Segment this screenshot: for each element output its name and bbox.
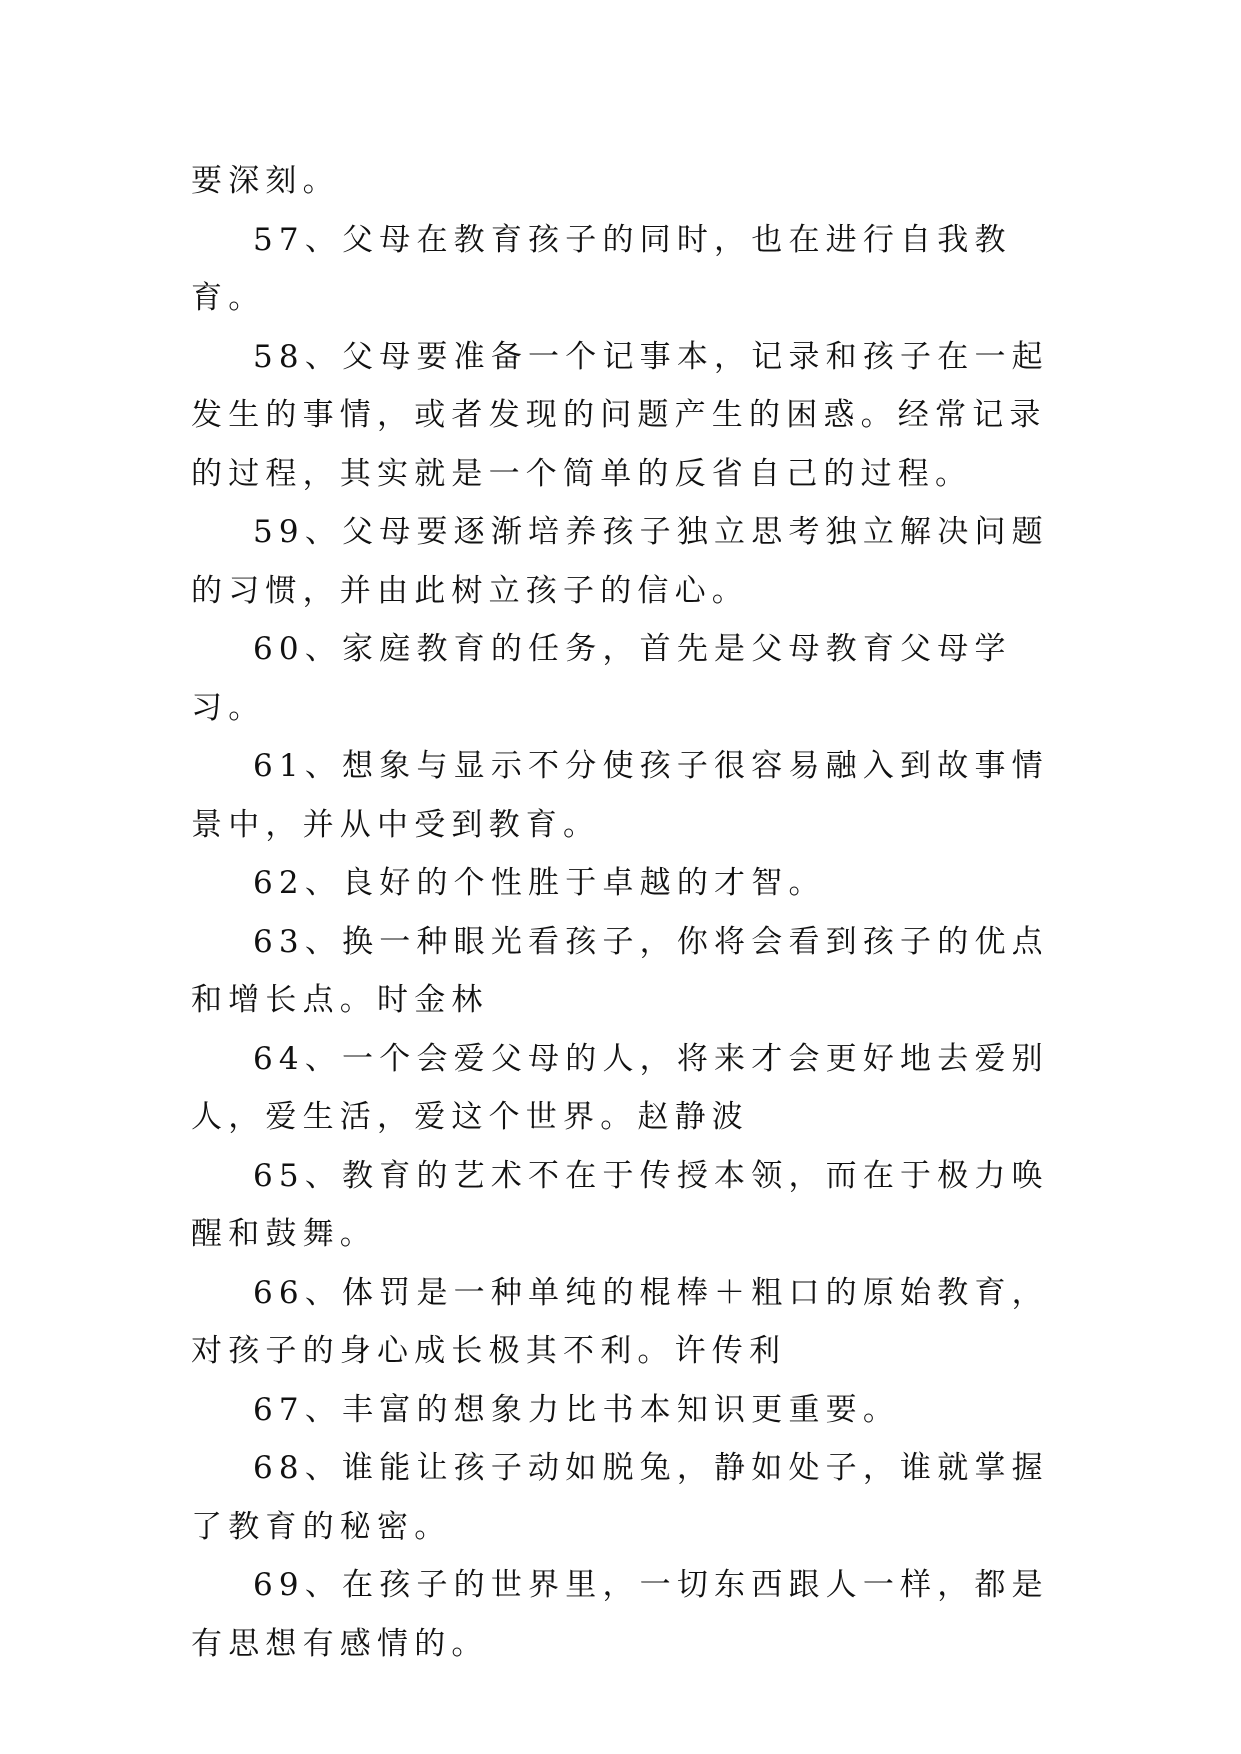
paragraph-continuation: 要深刻。 [191, 163, 340, 199]
text-body [191, 152, 1061, 1673]
paragraph-58: 58、父母要准备一个记事本，记录和孩子在一起发生的事情，或者发现的问题产生的困惑。经常记录的过程，其实就是一个简单的反省自己的过程。 [191, 338, 1049, 492]
paragraph-61: 61、想象与显示不分使孩子很容易融入到故事情景中，并从中受到教育。 [191, 748, 1049, 843]
paragraph-65: 65、教育的艺术不在于传授本领，而在于极力唤醒和鼓舞。 [191, 1157, 1049, 1252]
paragraph-57: 57、父母在教育孩子的同时，也在进行自我教育。 [191, 221, 1012, 316]
paragraph-68: 68、谁能让孩子动如脱兔，静如处子，谁就掌握了教育的秘密。 [191, 1450, 1049, 1545]
paragraph-63: 63、换一种眼光看孩子，你将会看到孩子的优点和增长点。时金林 [191, 923, 1049, 1018]
paragraph-64: 64、一个会爱父母的人，将来才会更好地去爱别人，爱生活，爱这个世界。赵静波 [191, 1040, 1049, 1135]
paragraph-69: 69、在孩子的世界里，一切东西跟人一样，都是有思想有感情的。 [191, 1567, 1049, 1662]
paragraph-59: 59、父母要逐渐培养孩子独立思考独立解决问题的习惯，并由此树立孩子的信心。 [191, 514, 1049, 609]
paragraph-60: 60、家庭教育的任务，首先是父母教育父母学习。 [191, 631, 1012, 726]
paragraph-62: 62、良好的个性胜于卓越的才智。 [253, 865, 826, 901]
paragraph-67: 67、丰富的想象力比书本知识更重要。 [253, 1391, 901, 1428]
paragraph-66: 66、体罚是一种单纯的棍棒＋粗口的原始教育，对孩子的身心成长极其不利。许传利 [191, 1274, 1049, 1369]
